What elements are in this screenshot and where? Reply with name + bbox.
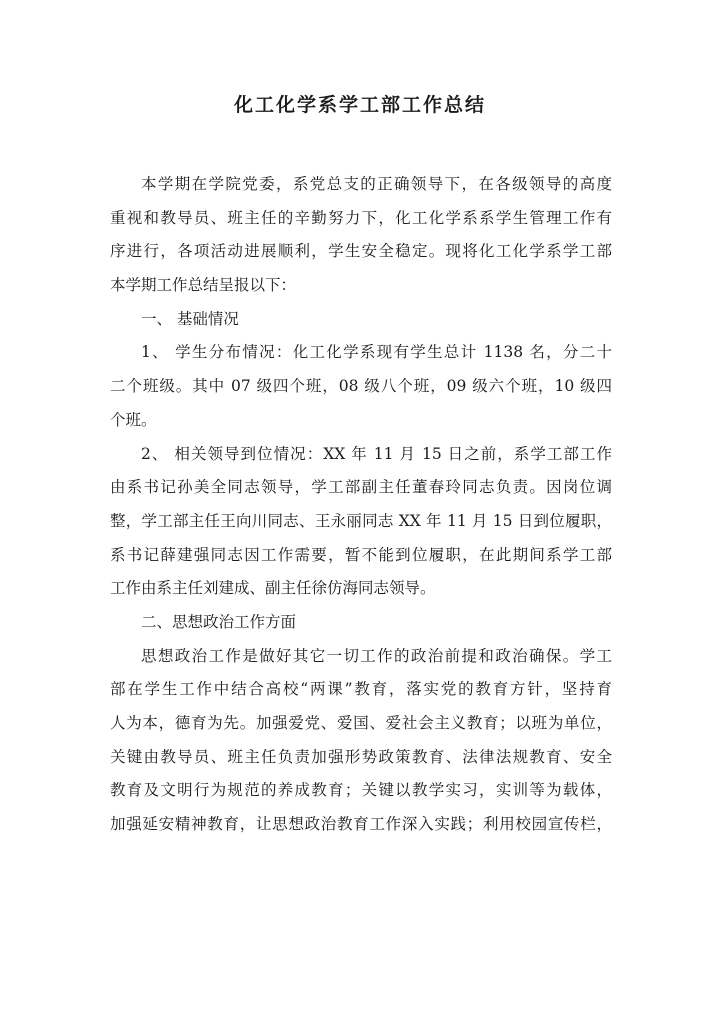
paragraph-line: 由系书记孙美全同志领导，学工部副主任董春玲同志负责。因岗位调 <box>110 478 612 497</box>
paragraph-line: 教育及文明行为规范的养成教育；关键以教学实习，实训等为载体， <box>110 781 612 800</box>
paragraph-line: 2、 相关领导到位情况：XX 年 11 月 15 日之前，系学工部工作 <box>141 444 612 463</box>
paragraph-line: 关键由教导员、班主任负责加强形势政策教育、法律法规教育、安全 <box>110 747 612 766</box>
document-body <box>110 168 612 842</box>
paragraph-line: 个班。 <box>110 410 157 429</box>
paragraph-line: 系书记薛建强同志因工作需要，暂不能到位履职，在此期间系学工部 <box>110 545 612 564</box>
paragraph-line: 本学期在学院党委，系党总支的正确领导下，在各级领导的高度 <box>141 175 612 193</box>
paragraph-line: 工作由系主任刘建成、副主任徐仿海同志领导。 <box>110 579 436 598</box>
paragraph-line: 人为本，德育为先。加强爱党、爱国、爱社会主义教育；以班为单位， <box>110 714 612 732</box>
section-heading: 一、 基础情况 <box>141 309 239 328</box>
paragraph-line: 思想政治工作是做好其它一切工作的政治前提和政治确保。学工 <box>141 646 612 665</box>
paragraph-line: 整，学工部主任王向川同志、王永丽同志 XX 年 11 月 15 日到位履职， <box>110 511 612 530</box>
paragraph-line: 序进行，各项活动进展顺利，学生安全稳定。现将化工化学系学工部 <box>110 242 612 261</box>
paragraph-line: 本学期工作总结呈报以下： <box>110 276 297 295</box>
paragraph-line: 1、 学生分布情况：化工化学系现有学生总计 1138 名，分二十 <box>141 343 612 362</box>
section-heading: 二、思想政治工作方面 <box>141 612 297 631</box>
paragraph-line: 重视和教导员、班主任的辛勤努力下，化工化学系系学生管理工作有 <box>110 208 612 227</box>
document-title: 化工化学系学工部工作总结 <box>233 94 486 116</box>
paragraph-line: 部在学生工作中结合高校“两课”教育，落实党的教育方针，坚持育 <box>110 680 612 699</box>
paragraph-line: 加强延安精神教育，让思想政治教育工作深入实践；利用校园宣传栏， <box>110 815 612 834</box>
paragraph-line: 二个班级。其中 07 级四个班，08 级八个班，09 级六个班，10 级四 <box>110 377 612 396</box>
